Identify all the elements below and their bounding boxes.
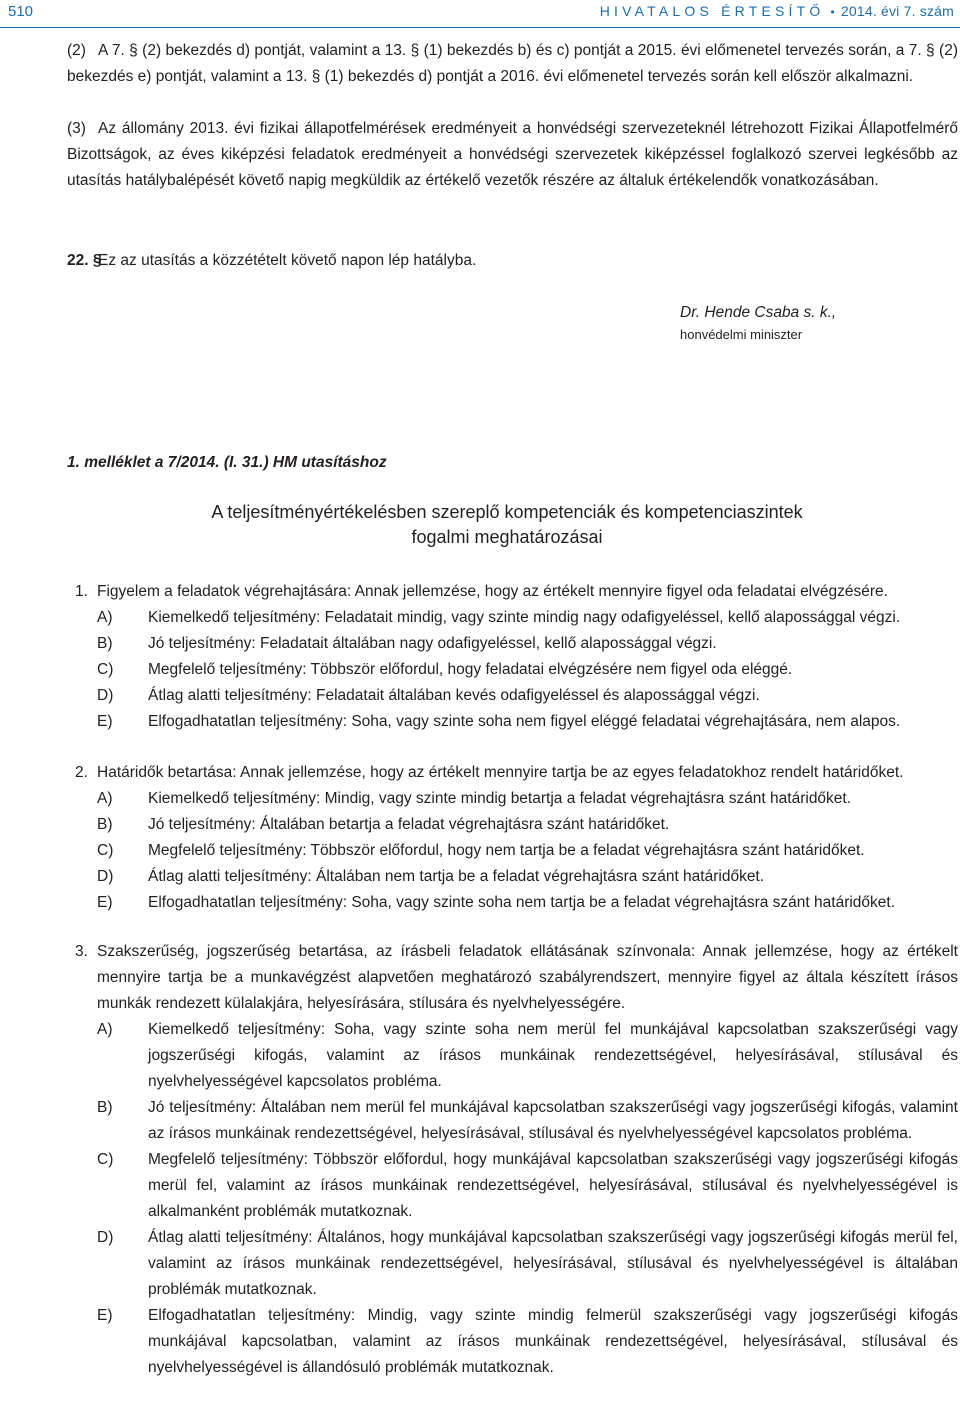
page-header	[0, 0, 960, 28]
annex-label: 1. melléklet a 7/2014. (I. 31.) HM utasításhoz	[67, 454, 387, 471]
document-title-line-1: A teljesítményértékelésben szereplő kompetenciák és kompetenciaszintek	[211, 502, 803, 522]
level-text: Jó teljesítmény: Általában nem merül fel munkájával kapcsolatban szakszerűségi vagy jogszerűségi kifogás, valamint az írásos munkáinak rendezettségével, helyesírásával, stílusával és nyelvhelyességével kapcsolatos probléma.	[148, 1099, 958, 1142]
level-letter: B)	[97, 635, 113, 652]
level-text: Átlag alatti teljesítmény: Általános, hogy munkájával kapcsolatban szakszerűségi vagy jogszerűségi kifogás merül fel, valamint az írásos munkáinak rendezettségével, helyesírásával, stílusával és nyelvhelyességével is általában problémák mutatkoznak.	[148, 1229, 958, 1298]
level-text: Átlag alatti teljesítmény: Általában nem tartja be a feladat végrehajtásra szánt határidőket.	[148, 868, 765, 885]
page-number: 510	[8, 3, 34, 20]
level-letter: D)	[97, 868, 114, 885]
level-letter: A)	[97, 609, 113, 626]
issue-label: 2014. évi 7. szám	[840, 3, 954, 19]
level-letter: C)	[97, 842, 114, 859]
item-intro: Figyelem a feladatok végrehajtására: Annak jellemzése, hogy az értékelt mennyire figyel oda feladatai elvégzésére.	[97, 583, 888, 600]
paragraph-3	[67, 116, 958, 194]
level-a	[67, 786, 958, 812]
level-letter: D)	[97, 1229, 114, 1246]
item-number: 1.	[75, 583, 88, 600]
journal-header	[600, 3, 954, 19]
section-22-text: Ez az utasítás a közzétételt követő napon lép hatályba.	[98, 252, 477, 269]
level-letter: C)	[97, 1151, 114, 1168]
competency-item-2	[67, 760, 958, 916]
paragraph-3-label: (3)	[67, 120, 86, 137]
level-text: Elfogadhatatlan teljesítmény: Soha, vagy szinte soha nem tartja be a feladat végrehajtásra szánt határidőket.	[148, 894, 896, 911]
competency-item-3	[67, 939, 958, 1381]
level-text: Jó teljesítmény: Feladatait általában nagy odafigyeléssel, kellő alapossággal végzi.	[148, 635, 717, 652]
paragraph-2-label: (2)	[67, 42, 86, 59]
level-letter: D)	[97, 687, 114, 704]
item-number: 2.	[75, 764, 88, 781]
section-22-label: 22. §	[67, 252, 102, 269]
level-e	[67, 1303, 958, 1381]
level-text: Elfogadhatatlan teljesítmény: Mindig, vagy szinte mindig felmerül szakszerűségi vagy jogszerűségi kifogás munkájával kapcsolatban, valamint az írásos munkáinak rendezettségével, helyesírásával, stílusával és nyelvhelyességével is állandósuló problémák mutatkoznak.	[148, 1307, 958, 1376]
level-letter: E)	[97, 894, 113, 911]
level-text: Átlag alatti teljesítmény: Feladatait általában kevés odafigyeléssel és alapossággal végzi.	[148, 687, 760, 704]
level-b	[67, 631, 958, 657]
paragraph-2	[67, 38, 958, 90]
level-text: Megfelelő teljesítmény: Többször előfordul, hogy nem tartja be a feladat végrehajtásra szánt határidőket.	[148, 842, 865, 859]
item-intro: Szakszerűség, jogszerűség betartása, az írásbeli feladatok ellátásának színvonala: Annak jellemzése, hogy az értékelt mennyire tartja be a munkavégzést alapvetően meghatározó szabályrendszert, mennyire figyel az általa készített írásos munkák rendezett külalakjára, helyesírására, stílusára és nyelvhelyességére.	[97, 943, 958, 1012]
level-text: Elfogadhatatlan teljesítmény: Soha, vagy szinte soha nem figyel eléggé feladatai végrehajtására, nem alapos.	[148, 713, 901, 730]
header-separator: •	[830, 5, 835, 19]
level-e	[67, 890, 958, 916]
level-c	[67, 657, 958, 683]
level-b	[67, 1095, 958, 1147]
level-text: Kiemelkedő teljesítmény: Mindig, vagy szinte mindig betartja a feladat végrehajtásra szánt határidőket.	[148, 790, 852, 807]
signature-name: Dr. Hende Csaba s. k.,	[680, 304, 837, 321]
level-text: Kiemelkedő teljesítmény: Soha, vagy szinte soha nem merül fel munkájával kapcsolatban szakszerűségi vagy jogszerűségi kifogás, valamint az írásos munkáinak rendezettségével, helyesírásával, stílusával és nyelvhelyességével kapcsolatos probléma.	[148, 1021, 958, 1090]
paragraph-3-text: Az állomány 2013. évi fizikai állapotfelmérések eredményeit a honvédségi szervezeteknél létrehozott Fizikai Állapotfelmérő Bizottságok, az éves kiképzési feladatok eredményeit a honvédségi szervezetek kiképzéssel foglalkozó szervei legkésőbb az utasítás hatálybalépését követő napig megküldik az értékelő vezetők részére az általuk értékelendők vonatkozásában.	[67, 120, 958, 189]
level-text: Megfelelő teljesítmény: Többször előfordul, hogy munkájával kapcsolatban szakszerűségi vagy jogszerűségi kifogás merül fel, valamint az írásos munkáinak rendezettségével, helyesírásával, stílusával és nyelvhelyességével is alkalmanként problémák mutatkoznak.	[148, 1151, 958, 1220]
level-d	[67, 683, 958, 709]
level-letter: E)	[97, 713, 113, 730]
level-letter: A)	[97, 790, 113, 807]
level-a	[67, 605, 958, 631]
document-title	[160, 500, 854, 550]
header-rule	[0, 27, 960, 28]
level-d	[67, 864, 958, 890]
level-c	[67, 1147, 958, 1225]
level-letter: E)	[97, 1307, 113, 1324]
level-text: Megfelelő teljesítmény: Többször előfordul, hogy feladatai elvégzésére nem figyel oda eléggé.	[148, 661, 793, 678]
signature-role: honvédelmi miniszter	[680, 327, 803, 342]
level-text: Jó teljesítmény: Általában betartja a feladat végrehajtásra szánt határidőket.	[148, 816, 670, 833]
journal-title: HIVATALOS ÉRTESÍTŐ	[599, 3, 825, 19]
paragraph-2-text: A 7. § (2) bekezdés d) pontját, valamint a 13. § (1) bekezdés b) és c) pontját a 2015. évi előmenetel tervezés során, a 7. § (2) bekezdés e) pontját, valamint a 13. § (1) bekezdés d) pontját a 2016. évi előmenetel tervezés során kell először alkalmazni.	[67, 42, 958, 85]
level-c	[67, 838, 958, 864]
document-title-line-2: fogalmi meghatározásai	[411, 527, 603, 547]
item-intro: Határidők betartása: Annak jellemzése, hogy az értékelt mennyire tartja be az egyes feladatokhoz rendelt határidőket.	[97, 764, 904, 781]
level-b	[67, 812, 958, 838]
level-d	[67, 1225, 958, 1303]
level-text: Kiemelkedő teljesítmény: Feladatait mindig, vagy szinte mindig nagy odafigyeléssel, kellő alapossággal végzi.	[148, 609, 901, 626]
item-number: 3.	[75, 943, 88, 960]
level-a	[67, 1017, 958, 1095]
level-e	[67, 709, 958, 735]
level-letter: B)	[97, 816, 113, 833]
competency-item-1	[67, 579, 958, 735]
level-letter: C)	[97, 661, 114, 678]
level-letter: A)	[97, 1021, 113, 1038]
level-letter: B)	[97, 1099, 113, 1116]
